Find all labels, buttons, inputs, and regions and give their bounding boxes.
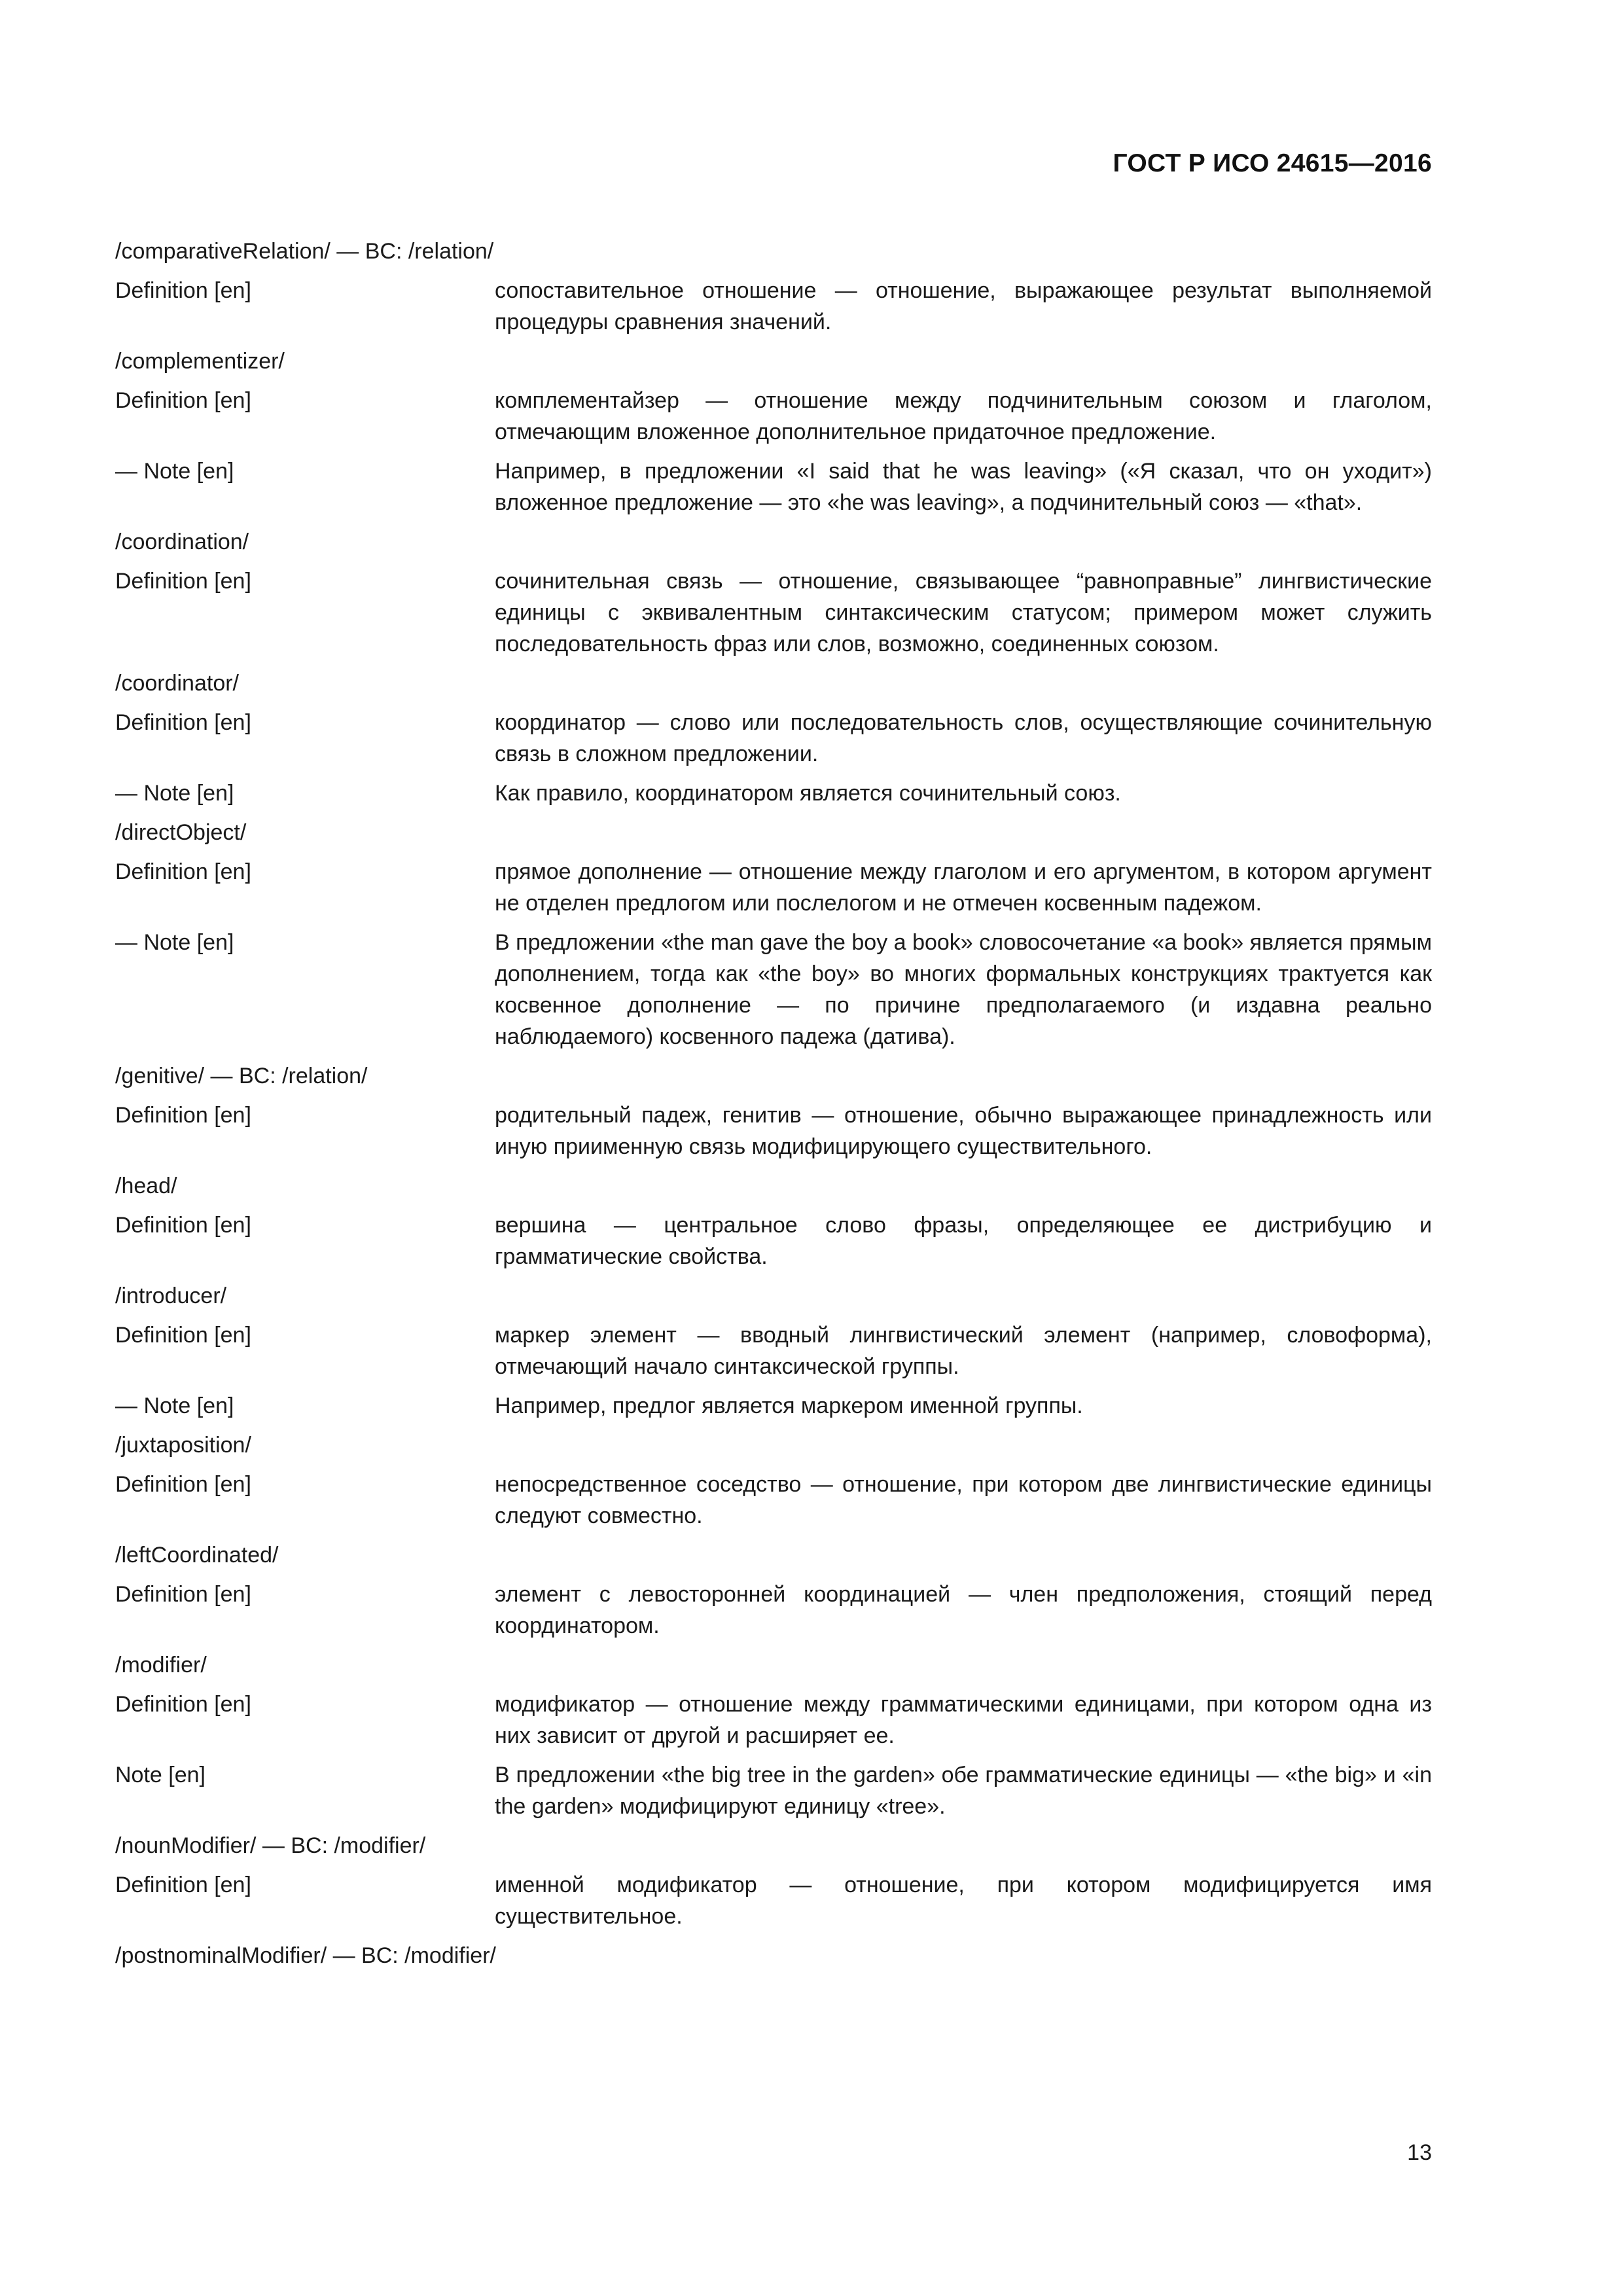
term-name: /leftCoordinated/ — [115, 1543, 279, 1568]
field-text: Как правило, координатором является сочинительный союз. — [495, 781, 1121, 806]
field-text: сопоставительное отношение — отношение, выражающее результат выполняемой процедуры сравнения значений. — [495, 278, 1432, 334]
term-heading — [115, 1830, 1432, 1861]
field-label: Definition [en] — [115, 710, 251, 735]
term-heading — [115, 817, 1432, 848]
page-number: 13 — [1407, 2140, 1432, 2165]
field-label: Definition [en] — [115, 1582, 251, 1607]
field-label: Definition [en] — [115, 388, 251, 413]
field-text: В предложении «the big tree in the garden» обе грамматические единицы — «the big» и «in the garden» модифицируют единицу «tree». — [495, 1763, 1432, 1819]
term-heading — [115, 526, 1432, 558]
term-heading — [115, 1539, 1432, 1571]
term-name: /nounModifier/ — BC: /modifier/ — [115, 1833, 426, 1858]
document-header: ГОСТ Р ИСО 24615—2016 — [1113, 149, 1432, 177]
term-name: /directObject/ — [115, 820, 247, 845]
field-text: вершина — центральное слово фразы, определяющее ее дистрибуцию и грамматические свойства. — [495, 1213, 1432, 1269]
term-heading — [115, 1940, 1432, 1971]
term-name: /complementizer/ — [115, 349, 285, 374]
term-name: /introducer/ — [115, 1283, 227, 1308]
field-label: Definition [en] — [115, 1103, 251, 1128]
term-heading — [115, 346, 1432, 377]
field-label: Definition [en] — [115, 1323, 251, 1348]
definition-row — [115, 927, 1432, 1052]
field-text: модификатор — отношение между грамматическими единицами, при котором одна из них зависит от другой и расширяет ее. — [495, 1692, 1432, 1748]
definition-row — [115, 275, 1432, 338]
field-label: — Note [en] — [115, 930, 234, 955]
definition-row — [115, 1210, 1432, 1272]
field-text: именной модификатор — отношение, при котором модифицируется имя существительное. — [495, 1873, 1432, 1929]
definition-row — [115, 1319, 1432, 1382]
field-text: координатор — слово или последовательность слов, осуществляющие сочинительную связь в сложном предложении. — [495, 710, 1432, 766]
field-label: Definition [en] — [115, 1873, 251, 1897]
definition-row — [115, 385, 1432, 448]
field-label: — Note [en] — [115, 781, 234, 806]
term-heading — [115, 1170, 1432, 1202]
definition-row — [115, 1100, 1432, 1162]
field-label: — Note [en] — [115, 459, 234, 484]
term-heading — [115, 668, 1432, 699]
field-text: элемент с левосторонней координацией — член предположения, стоящий перед координатором. — [495, 1582, 1432, 1638]
field-text: прямое дополнение — отношение между глаголом и его аргументом, в котором аргумент не отделен предлогом или послелогом и не отмечен косвенным падежом. — [495, 859, 1432, 916]
definition-row — [115, 456, 1432, 518]
term-name: /coordinator/ — [115, 671, 239, 696]
term-name: /juxtaposition/ — [115, 1433, 251, 1458]
definition-row — [115, 565, 1432, 660]
field-label: Note [en] — [115, 1763, 205, 1787]
definition-row — [115, 778, 1432, 809]
definition-row — [115, 1469, 1432, 1532]
field-text: комплементайзер — отношение между подчинительным союзом и глаголом, отмечающим вложенное дополнительное придаточное предложение. — [495, 388, 1432, 444]
entries-list — [115, 236, 1432, 1979]
term-heading — [115, 1280, 1432, 1312]
field-text: сочинительная связь — отношение, связывающее “равноправные” лингвистические единицы с эквивалентным синтаксическим статусом; примером может служить последовательность фраз или слов, возможно, соединенных союзом. — [495, 569, 1432, 656]
term-heading — [115, 1060, 1432, 1092]
field-text: В предложении «the man gave the boy a book» словосочетание «a book» является прямым дополнением, тогда как «the boy» во многих формальных конструкциях трактуется как косвенное дополнение — по причине предполагаемого (и издавна реально наблюдаемого) косвенного падежа (датива). — [495, 930, 1432, 1049]
field-label: Definition [en] — [115, 859, 251, 884]
definition-row — [115, 1579, 1432, 1641]
term-name: /modifier/ — [115, 1653, 207, 1677]
term-heading — [115, 1649, 1432, 1681]
field-text: Например, в предложении «I said that he was leaving» («Я сказал, что он уходит») вложенное предложение — это «he was leaving», а подчинительный союз — «that». — [495, 459, 1432, 515]
field-text: Например, предлог является маркером именной группы. — [495, 1393, 1083, 1418]
definition-row — [115, 856, 1432, 919]
definition-row — [115, 707, 1432, 770]
term-name: /head/ — [115, 1174, 177, 1198]
field-label: Definition [en] — [115, 278, 251, 303]
field-label: Definition [en] — [115, 1472, 251, 1497]
term-name: /genitive/ — BC: /relation/ — [115, 1064, 368, 1088]
field-label: Definition [en] — [115, 569, 251, 594]
field-text: непосредственное соседство — отношение, при котором две лингвистические единицы следуют совместно. — [495, 1472, 1432, 1528]
field-text: родительный падеж, генитив — отношение, обычно выражающее принадлежность или иную приименную связь модифицирующего существительного. — [495, 1103, 1432, 1159]
term-heading — [115, 1429, 1432, 1461]
field-label: — Note [en] — [115, 1393, 234, 1418]
term-name: /postnominalModifier/ — BC: /modifier/ — [115, 1943, 496, 1968]
field-label: Definition [en] — [115, 1213, 251, 1238]
definition-row — [115, 1689, 1432, 1751]
definition-row — [115, 1390, 1432, 1422]
definition-row — [115, 1759, 1432, 1822]
field-text: маркер элемент — вводный лингвистический элемент (например, словоформа), отмечающий начало синтаксической группы. — [495, 1323, 1432, 1379]
term-name: /comparativeRelation/ — BC: /relation/ — [115, 239, 494, 264]
term-heading — [115, 236, 1432, 267]
term-name: /coordination/ — [115, 529, 249, 554]
definition-row — [115, 1869, 1432, 1932]
field-label: Definition [en] — [115, 1692, 251, 1717]
